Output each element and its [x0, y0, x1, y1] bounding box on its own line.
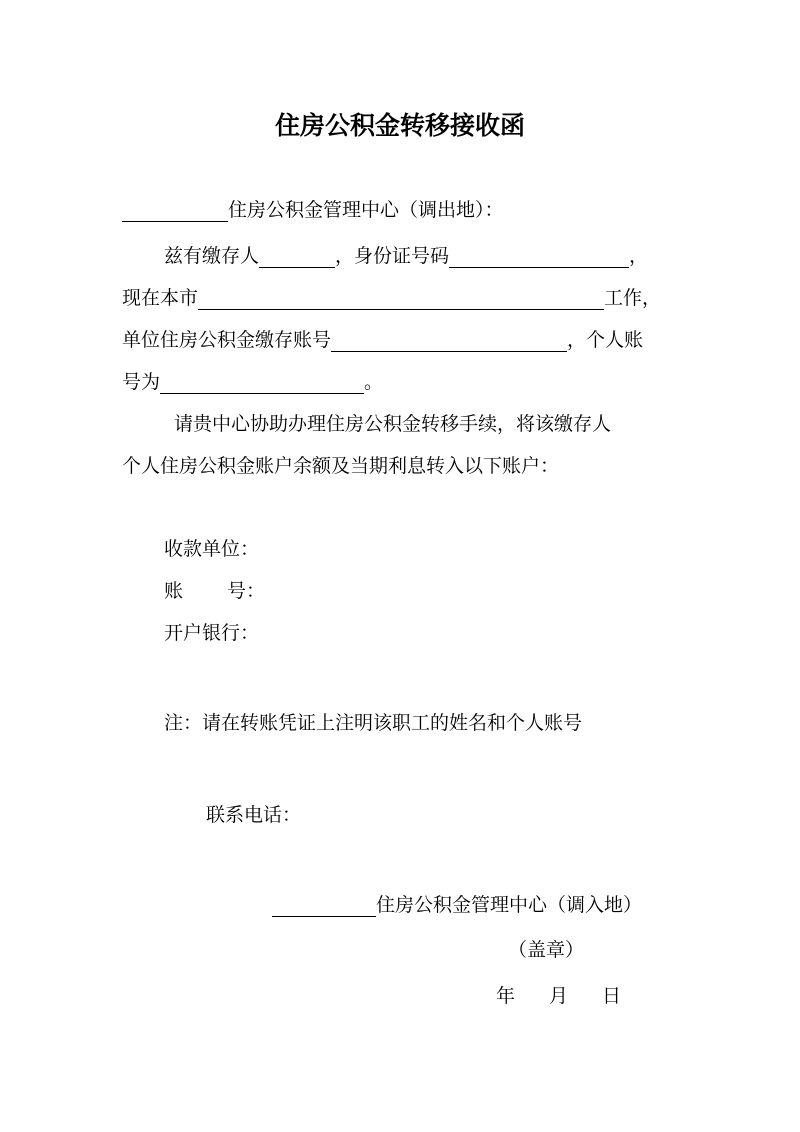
period-text: 。: [364, 371, 384, 393]
request-line-2: 个人住房公积金账户余额及当期利息转入以下账户：: [122, 455, 560, 477]
personal-account-line: [122, 370, 383, 394]
depositor-label: 兹有缴存人: [164, 245, 260, 267]
seal-text: （盖章）: [508, 939, 585, 961]
sender-line: [272, 893, 642, 917]
workplace-line: [122, 286, 661, 310]
date-month: 月: [549, 985, 569, 1007]
request-line-1: 请贵中心协助办理住房公积金转移手续，将该缴存人: [174, 413, 612, 435]
bank-label: 开户银行：: [164, 622, 260, 644]
personal-account-label-a: ，个人账: [567, 329, 644, 351]
note-text: 注：请在转账凭证上注明该职工的姓名和个人账号: [164, 712, 583, 734]
unit-account-blank[interactable]: [331, 331, 567, 352]
recipient-city-blank[interactable]: [122, 201, 228, 222]
workplace-label: 现在本市: [122, 287, 199, 309]
account-label-b: 号：: [227, 580, 266, 602]
page-title: 住房公积金转移接收函: [274, 111, 525, 140]
recipient-line: [122, 198, 504, 222]
workplace-suffix: 工作，: [604, 287, 662, 309]
payee-label: 收款单位：: [164, 538, 260, 560]
id-number-blank[interactable]: [449, 247, 629, 268]
depositor-line: [164, 244, 648, 268]
id-number-label: ，身份证号码: [335, 245, 450, 267]
recipient-suffix: 住房公积金管理中心（调出地）：: [228, 199, 504, 221]
account-label-a: 账: [164, 580, 184, 602]
date-day: 日: [602, 985, 622, 1007]
date-line: [496, 984, 621, 1008]
date-year: 年: [496, 985, 516, 1007]
comma-text: ，: [629, 245, 649, 267]
workplace-blank[interactable]: [198, 289, 604, 310]
contact-label: 联系电话：: [206, 804, 302, 826]
unit-account-label: 单位住房公积金缴存账号: [122, 329, 332, 351]
sender-city-blank[interactable]: [272, 896, 376, 917]
personal-account-blank[interactable]: [160, 373, 364, 394]
depositor-name-blank[interactable]: [259, 247, 335, 268]
account-number-label: [164, 579, 265, 603]
personal-account-label-b: 号为: [122, 371, 161, 393]
sender-suffix: 住房公积金管理中心（调入地）: [376, 894, 643, 916]
unit-account-line: [122, 328, 643, 352]
